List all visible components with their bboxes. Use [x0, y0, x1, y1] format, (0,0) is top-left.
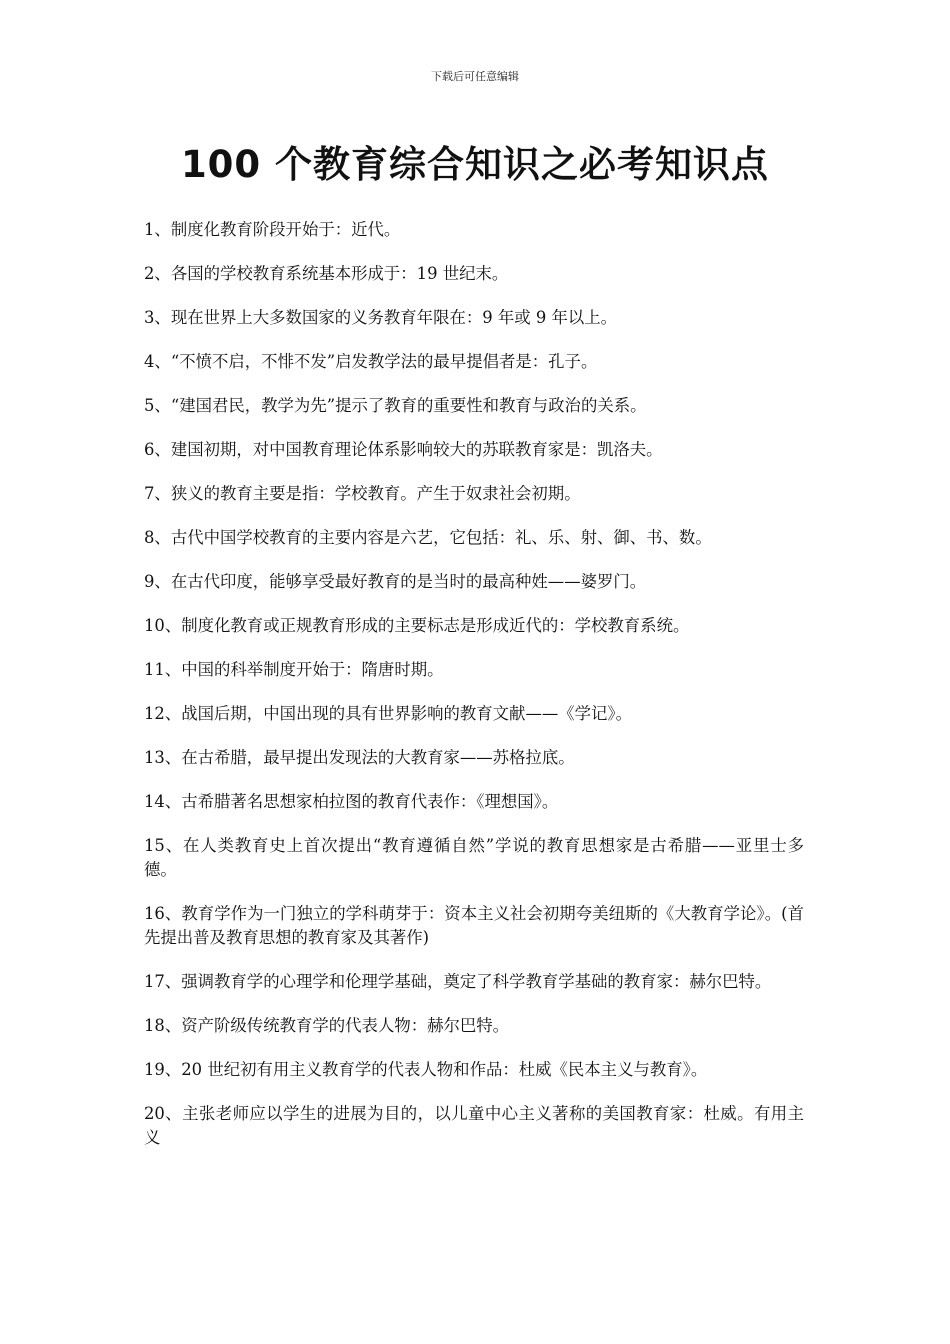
list-item: 15、在人类教育史上首次提出“教育遵循自然”学说的教育思想家是古希腊——亚里士多德。: [144, 836, 804, 879]
list-item: 4、“不愤不启，不悱不发”启发教学法的最早提倡者是：孔子。: [144, 352, 598, 371]
list-item: 11、中国的科举制度开始于：隋唐时期。: [144, 660, 444, 679]
list-item: 12、战国后期，中国出现的具有世界影响的教育文献——《学记》。: [144, 704, 632, 723]
list-item: 6、建国初期，对中国教育理论体系影响较大的苏联教育家是：凯洛夫。: [144, 440, 663, 459]
list-item: 13、在古希腊，最早提出发现法的大教育家——苏格拉底。: [144, 748, 575, 767]
list-item: 5、“建国君民，教学为先”提示了教育的重要性和教育与政治的关系。: [144, 396, 647, 415]
list-item: 18、资产阶级传统教育学的代表人物：赫尔巴特。: [144, 1016, 510, 1035]
list-item: 20、主张老师应以学生的进展为目的，以儿童中心主义著称的美国教育家：杜威。有用主义: [144, 1104, 804, 1147]
list-item: 17、强调教育学的心理学和伦理学基础，奠定了科学教育学基础的教育家：赫尔巴特。: [144, 972, 772, 991]
list-item: 2、各国的学校教育系统基本形成于：19 世纪末。: [144, 264, 509, 283]
document-title: 100 个教育综合知识之必考知识点: [180, 143, 770, 186]
list-item: 9、在古代印度，能够享受最好教育的是当时的最高种姓——婆罗门。: [144, 572, 647, 591]
list-item: 19、20 世纪初有用主义教育学的代表人物和作品：杜威《民本主义与教育》。: [144, 1060, 708, 1079]
list-item: 14、古希腊著名思想家柏拉图的教育代表作：《理想国》。: [144, 792, 559, 811]
header-note: 下载后可任意编辑: [431, 70, 519, 83]
list-item: 8、古代中国学校教育的主要内容是六艺，它包括：礼、乐、射、御、书、数。: [144, 528, 712, 547]
list-item: 16、教育学作为一门独立的学科萌芽于：资本主义社会初期夸美纽斯的《大教育学论》。(首先提出普及教育思想的教育家及其著作): [144, 904, 804, 947]
list-item: 1、制度化教育阶段开始于：近代。: [144, 220, 401, 239]
knowledge-point-list: [144, 218, 804, 1170]
list-item: 3、现在世界上大多数国家的义务教育年限在：9 年或 9 年以上。: [144, 308, 618, 327]
list-item: 10、制度化教育或正规教育形成的主要标志是形成近代的：学校教育系统。: [144, 616, 690, 635]
list-item: 7、狭义的教育主要是指：学校教育。产生于奴隶社会初期。: [144, 484, 581, 503]
